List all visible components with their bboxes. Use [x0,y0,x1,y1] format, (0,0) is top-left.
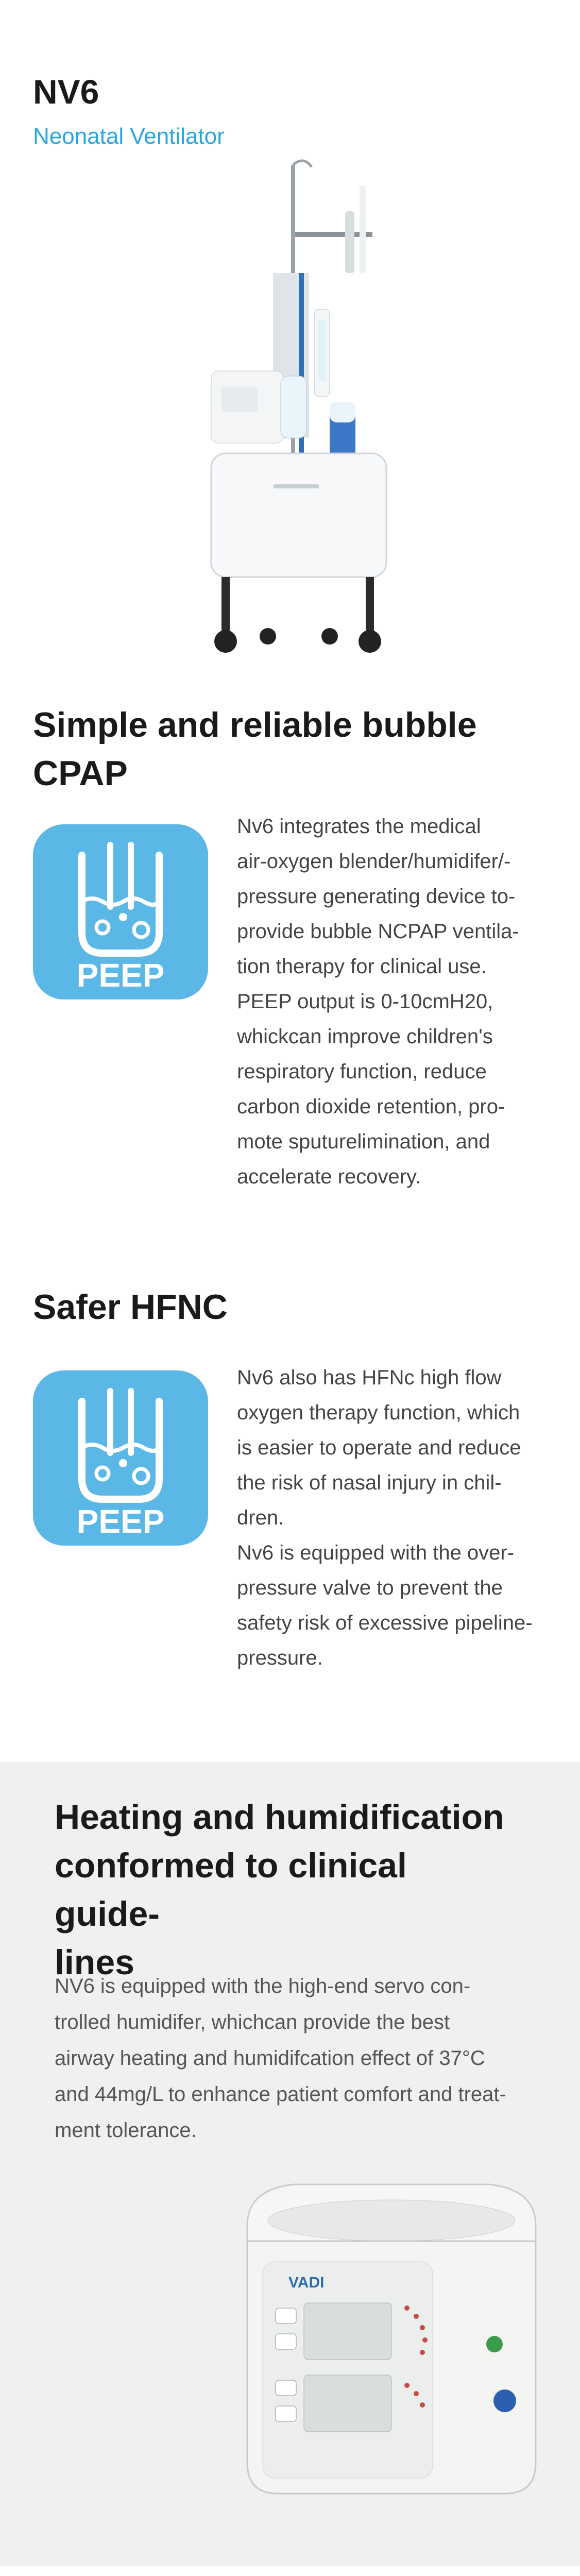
text-line: Nv6 is equipped with the over- [237,1541,515,1564]
text-line: Nv6 integrates the medical [237,815,481,838]
text-line: provide bubble NCPAP ventila- [237,920,519,943]
text-line: whickcan improve children's [237,1025,493,1048]
bubble-cpap-title: Simple and reliable bubble CPAP [33,705,477,793]
text-line: oxygen therapy function, which [237,1401,520,1424]
title-line: Heating and humidification [55,1798,504,1837]
text-line: PEEP output is 0-10cmH20, [237,990,493,1013]
hfnc-title: Safer HFNC [33,1287,228,1327]
hfnc-text [237,1360,551,1675]
peep-icon [33,1370,208,1546]
product-title: NV6 [33,73,99,111]
text-line: carbon dioxide retention, pro- [237,1095,505,1118]
text-line: airway heating and humidifcation effect of 37°C [55,2047,485,2070]
text-line: NV6 is equipped with the high-end servo con- [55,1975,471,1997]
text-line: tion therapy for clinical use. [237,955,487,978]
text-line: pressure valve to prevent the [237,1577,503,1599]
peep-icon [33,824,208,999]
text-line: is easier to operate and reduce [237,1436,521,1459]
title-line: lines [55,1943,134,1982]
text-line: pressure generating device to- [237,885,516,908]
text-line: Nv6 also has HFNc high flow [237,1366,502,1389]
hero-section [0,0,580,670]
humidifier-brand: VADI [288,2274,325,2291]
peep-icon-label: PEEP [76,1503,165,1540]
humidifier-image [227,2164,556,2524]
peep-icon-label: PEEP [76,957,165,994]
text-line: safety risk of excessive pipeline- [237,1612,533,1634]
text-line: accelerate recovery. [237,1165,421,1188]
product-subtitle: Neonatal Ventilator [33,124,225,149]
ventilator-image [191,155,407,659]
humidification-title [55,1793,518,1987]
text-line: trolled humidifer, whichcan provide the best [55,2011,450,2033]
text-line: respiratory function, reduce [237,1060,487,1083]
text-line: air-oxygen blender/humidifer/- [237,850,511,873]
text-line: and 44mg/L to enhance patient comfort and treat- [55,2083,506,2106]
bubble-cpap-text [237,809,551,1194]
humidification-text [55,1968,544,2148]
text-line: the risk of nasal injury in chil- [237,1471,502,1494]
title-line: conformed to clinical guide- [55,1846,407,1934]
text-line: mote sputurelimination, and [237,1130,490,1153]
text-line: ment tolerance. [55,2119,197,2142]
text-line: dren. [237,1506,284,1529]
text-line: pressure. [237,1647,323,1669]
